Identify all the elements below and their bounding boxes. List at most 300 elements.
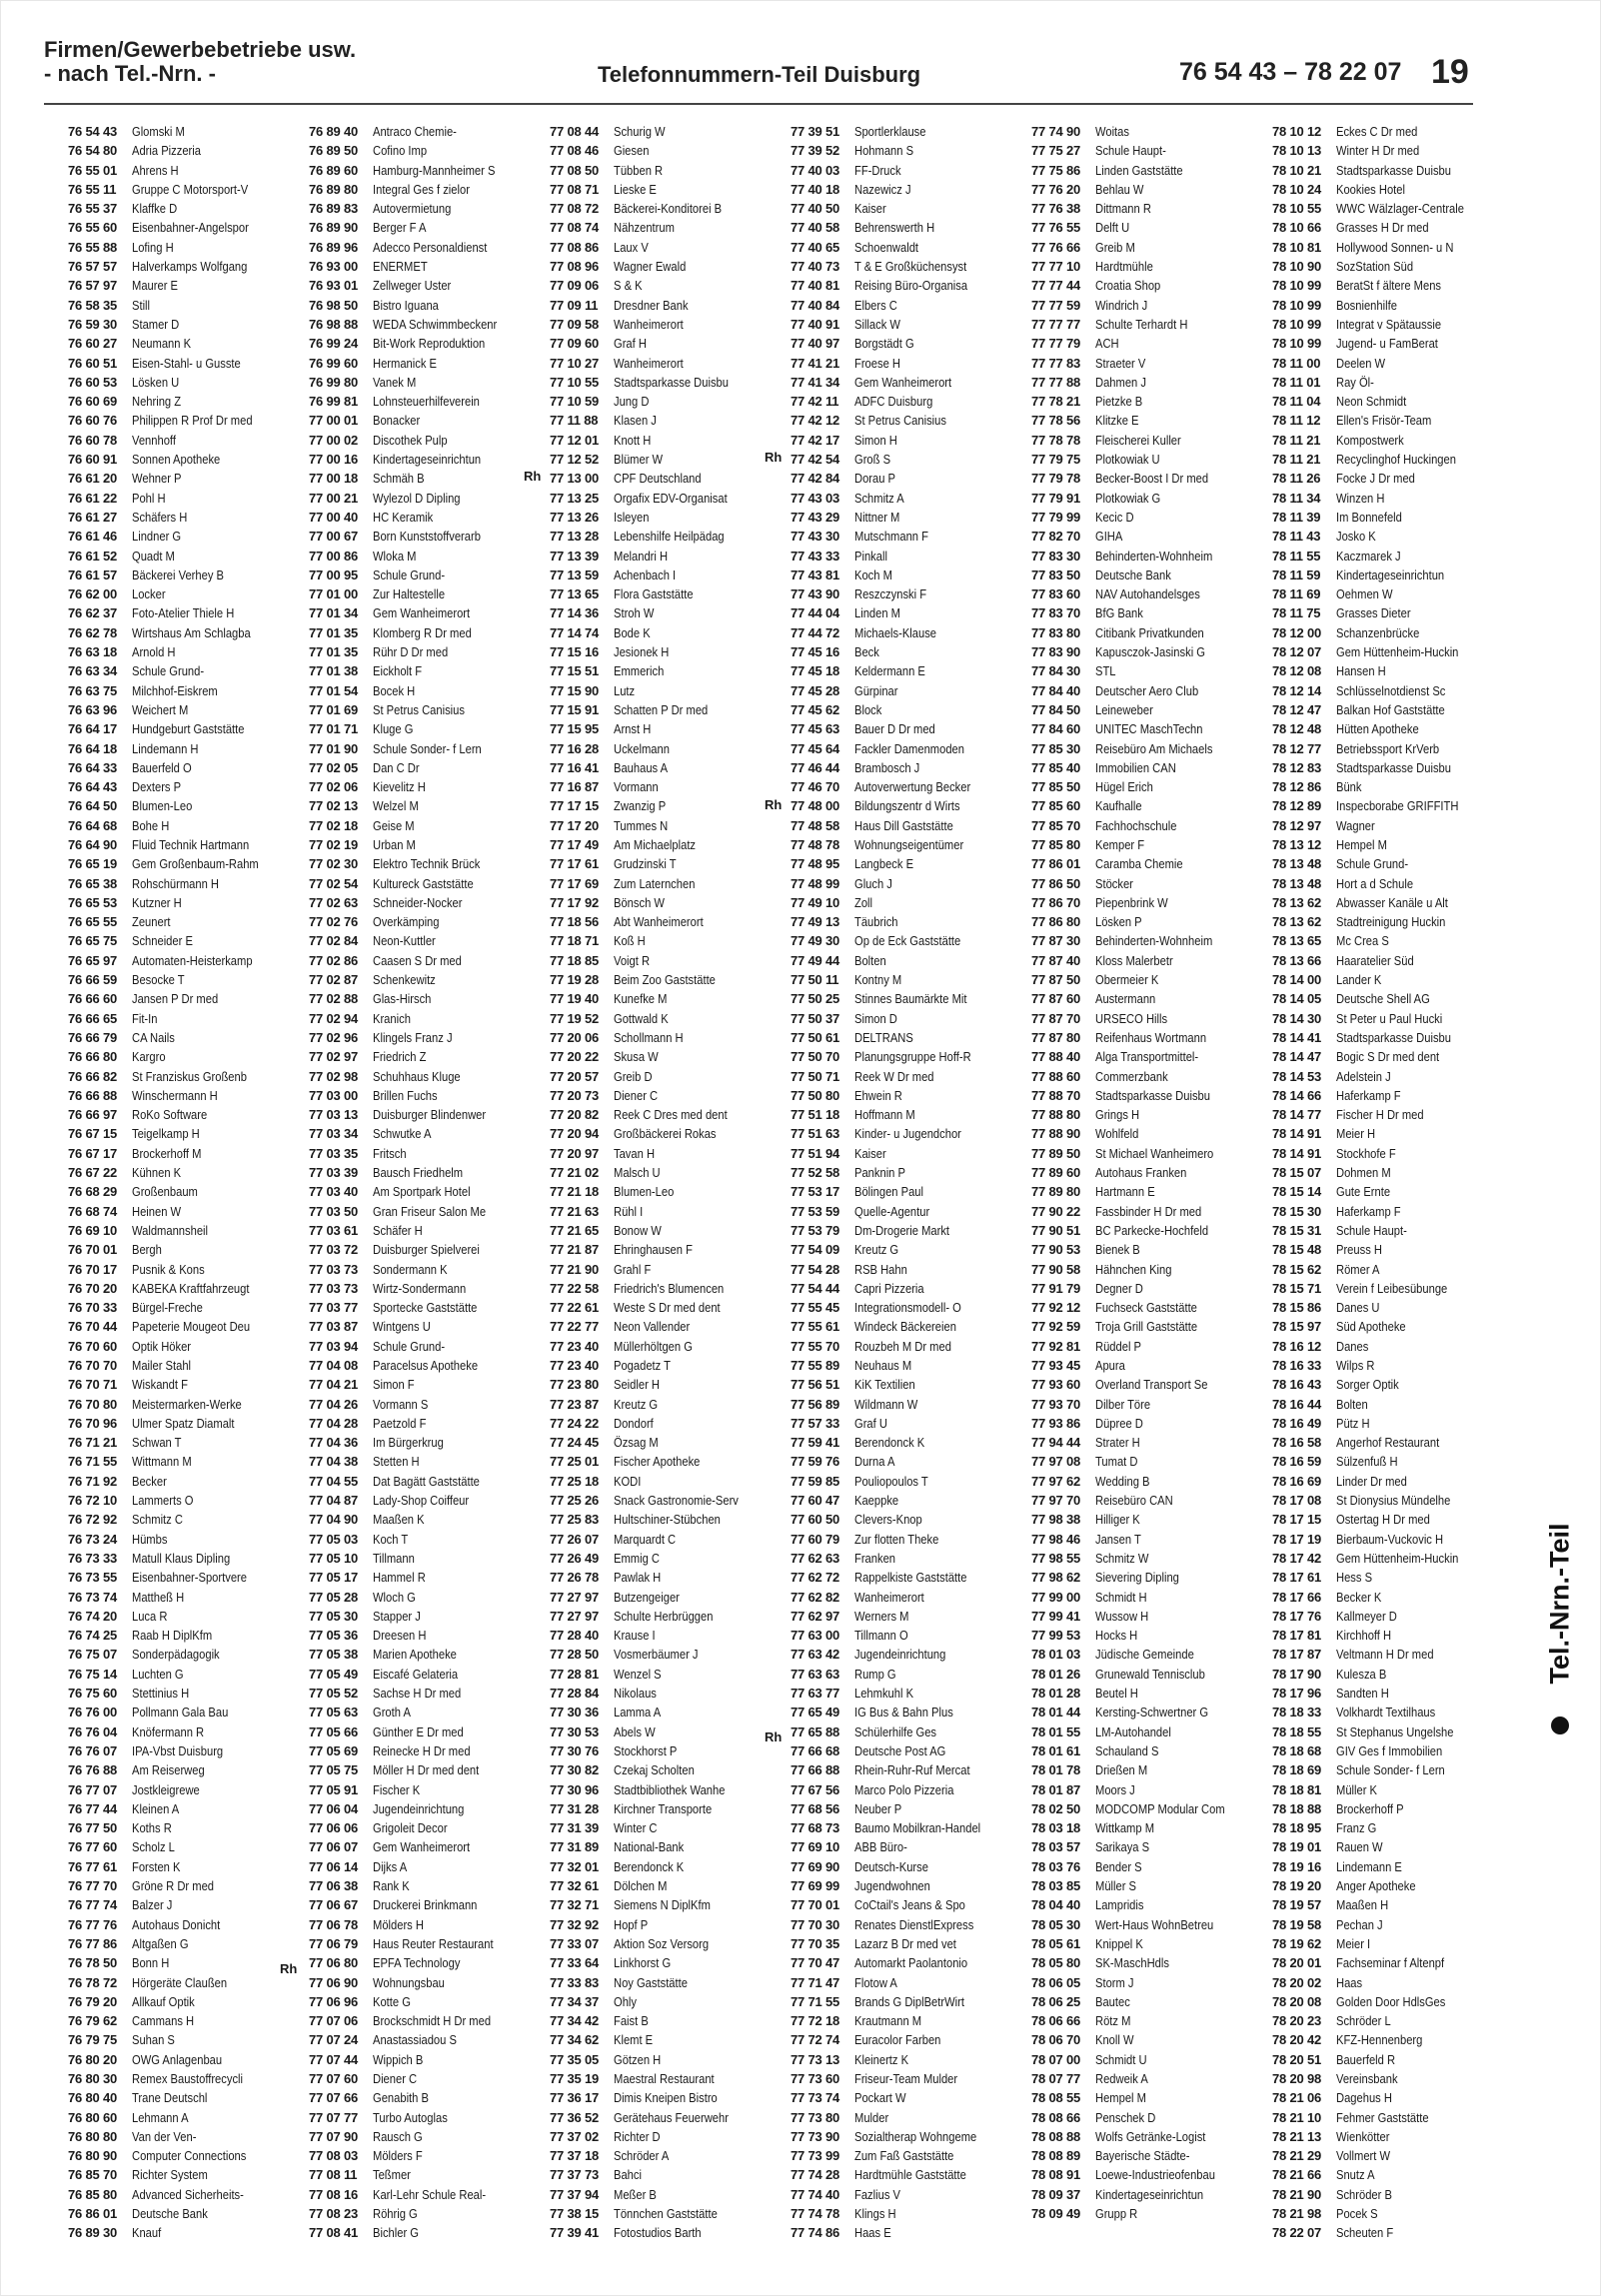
directory-entry bbox=[68, 1375, 304, 1394]
business-name: Automarkt Paolantonio bbox=[854, 1955, 968, 1971]
business-name: Gottwald K bbox=[614, 1010, 669, 1026]
rh-marker: Rh bbox=[765, 1729, 783, 1744]
phone-number: 76 65 53 bbox=[68, 894, 118, 910]
business-name: Obermeier K bbox=[1095, 972, 1159, 988]
phone-number: 77 83 30 bbox=[1031, 548, 1081, 564]
directory-entry bbox=[1031, 584, 1267, 603]
business-name: Sozialtherap Wohngeme bbox=[854, 2128, 977, 2144]
phone-number: 78 17 90 bbox=[1272, 1666, 1322, 1682]
phone-number: 77 34 42 bbox=[550, 2013, 600, 2029]
business-name: Hümbs bbox=[132, 1531, 168, 1547]
phone-number: 76 54 80 bbox=[68, 143, 118, 159]
directory-entry bbox=[791, 1799, 1026, 1818]
phone-number: 77 05 63 bbox=[309, 1705, 359, 1721]
business-name: Foto-Atelier Thiele H bbox=[132, 605, 235, 621]
directory-entry bbox=[309, 1260, 545, 1279]
phone-number: 77 06 14 bbox=[309, 1858, 359, 1874]
phone-number: 77 01 54 bbox=[309, 682, 359, 698]
directory-entry bbox=[550, 1799, 786, 1818]
business-name: Brockschmidt H Dr med bbox=[373, 2013, 492, 2029]
business-name: Greib M bbox=[1095, 239, 1135, 255]
phone-number: 76 61 52 bbox=[68, 548, 118, 564]
phone-number: 76 70 70 bbox=[68, 1358, 118, 1373]
phone-number: 77 00 86 bbox=[309, 548, 359, 564]
business-name: Wintgens U bbox=[373, 1319, 431, 1335]
directory-entry bbox=[791, 141, 1026, 160]
directory-entry bbox=[1272, 276, 1508, 295]
directory-entry bbox=[309, 1973, 545, 1992]
phone-number: 77 85 70 bbox=[1031, 817, 1081, 833]
phone-number: 78 18 33 bbox=[1272, 1705, 1322, 1721]
directory-entry bbox=[1272, 1992, 1508, 2011]
directory-entry bbox=[309, 1086, 545, 1105]
directory-entry bbox=[550, 970, 786, 989]
business-name: Stetten H bbox=[373, 1454, 420, 1470]
directory-entry bbox=[309, 1105, 545, 1124]
phone-number: 78 14 41 bbox=[1272, 1029, 1322, 1045]
business-name: Neon Vallender bbox=[614, 1319, 691, 1335]
directory-entry bbox=[550, 527, 786, 546]
business-name: Inspecborabe GRIFFITH bbox=[1336, 798, 1459, 814]
directory-entry bbox=[68, 1202, 304, 1221]
directory-entry bbox=[68, 1953, 304, 1972]
phone-number: 76 80 20 bbox=[68, 2051, 118, 2067]
phone-number: 77 06 90 bbox=[309, 1974, 359, 1990]
business-name: Sondermann K bbox=[373, 1261, 448, 1277]
phone-number: 77 22 77 bbox=[550, 1319, 600, 1335]
phone-number: 77 30 82 bbox=[550, 1762, 600, 1778]
directory-entry bbox=[309, 238, 545, 257]
business-name: Angerhof Restaurant bbox=[1336, 1435, 1440, 1451]
phone-number: 77 69 90 bbox=[791, 1858, 840, 1874]
phone-number: 77 69 99 bbox=[791, 1878, 840, 1894]
directory-entry bbox=[1272, 1722, 1508, 1741]
phone-number: 77 84 40 bbox=[1031, 682, 1081, 698]
directory-entry bbox=[550, 1047, 786, 1066]
phone-number: 77 03 73 bbox=[309, 1280, 359, 1296]
phone-number: 78 14 00 bbox=[1272, 972, 1322, 988]
phone-number: 77 40 65 bbox=[791, 239, 840, 255]
phone-number: 77 63 63 bbox=[791, 1666, 840, 1682]
phone-number: 77 78 78 bbox=[1031, 432, 1081, 448]
business-name: Wloch G bbox=[373, 1589, 416, 1605]
directory-entry bbox=[68, 2050, 304, 2069]
phone-number: 76 77 07 bbox=[68, 1781, 118, 1797]
business-name: Froese H bbox=[854, 355, 900, 371]
directory-entry bbox=[68, 354, 304, 373]
phone-number: 76 75 14 bbox=[68, 1666, 118, 1682]
phone-number: 78 11 12 bbox=[1272, 413, 1321, 429]
business-name: Groß S bbox=[854, 452, 891, 468]
phone-number: 78 10 12 bbox=[1272, 124, 1322, 139]
business-name: Meistermarken-Werke bbox=[132, 1396, 242, 1412]
business-name: Block bbox=[854, 701, 882, 717]
directory-entry bbox=[68, 989, 304, 1008]
directory-entry bbox=[550, 2069, 786, 2088]
phone-number: 78 18 88 bbox=[1272, 1800, 1322, 1816]
directory-entry bbox=[1031, 1067, 1267, 1086]
directory-entry bbox=[309, 257, 545, 276]
directory-entry bbox=[550, 1818, 786, 1837]
business-name: Ostertag H Dr med bbox=[1336, 1512, 1430, 1528]
phone-number: 77 70 30 bbox=[791, 1916, 840, 1932]
phone-number: 76 58 35 bbox=[68, 297, 118, 313]
directory-entry bbox=[309, 1356, 545, 1375]
directory-entry bbox=[1031, 1607, 1267, 1626]
phone-number: 77 15 16 bbox=[550, 644, 600, 660]
directory-entry bbox=[1031, 739, 1267, 758]
directory-entry bbox=[309, 1452, 545, 1471]
business-name: Kontny M bbox=[854, 972, 902, 988]
directory-entry bbox=[68, 1279, 304, 1298]
business-name: Schulte Terhardt H bbox=[1095, 316, 1188, 332]
business-name: Franken bbox=[854, 1550, 896, 1566]
phone-number: 78 11 01 bbox=[1272, 374, 1321, 390]
phone-number: 77 98 38 bbox=[1031, 1512, 1081, 1528]
directory-entry bbox=[791, 1876, 1026, 1895]
directory-entry bbox=[791, 161, 1026, 180]
phone-number: 76 60 78 bbox=[68, 432, 118, 448]
directory-entry bbox=[1272, 334, 1508, 353]
phone-number: 77 66 68 bbox=[791, 1742, 840, 1758]
phone-number: 77 70 35 bbox=[791, 1935, 840, 1951]
directory-entry bbox=[68, 180, 304, 199]
business-name: Behinderten-Wohnheim bbox=[1095, 933, 1213, 949]
phone-number: 77 13 65 bbox=[550, 586, 600, 602]
directory-entry bbox=[1031, 1684, 1267, 1703]
directory-entry bbox=[1272, 2204, 1508, 2223]
directory-entry bbox=[1031, 141, 1267, 160]
business-name: Neumann K bbox=[132, 336, 192, 352]
phone-number: 78 14 77 bbox=[1272, 1107, 1322, 1123]
directory-entry bbox=[791, 218, 1026, 237]
business-name: Krause I bbox=[614, 1628, 656, 1644]
business-name: KABEKA Kraftfahrzeugt bbox=[132, 1280, 250, 1296]
business-name: Neuber P bbox=[854, 1800, 902, 1816]
phone-number: 77 31 39 bbox=[550, 1820, 600, 1836]
business-name: Kaczmarek J bbox=[1336, 548, 1401, 564]
business-name: Römer A bbox=[1336, 1261, 1380, 1277]
directory-entry bbox=[309, 527, 545, 546]
directory-entry bbox=[309, 1837, 545, 1856]
phone-number: 76 99 81 bbox=[309, 394, 359, 410]
directory-entry bbox=[1031, 970, 1267, 989]
phone-number: 76 72 92 bbox=[68, 1512, 118, 1528]
directory-entry bbox=[1272, 1240, 1508, 1259]
business-name: Kleinertz K bbox=[854, 2051, 909, 2067]
directory-entry bbox=[550, 1953, 786, 1972]
phone-number: 77 21 63 bbox=[550, 1203, 600, 1219]
business-name: Keldermann E bbox=[854, 663, 925, 679]
directory-entry bbox=[791, 257, 1026, 276]
directory-entry bbox=[1031, 796, 1267, 815]
business-name: Trane Deutschl bbox=[132, 2090, 208, 2106]
directory-entry bbox=[1272, 315, 1508, 334]
business-name: Fluid Technik Hartmann bbox=[132, 836, 250, 852]
business-name: Wiskandt F bbox=[132, 1377, 188, 1393]
directory-entry bbox=[1031, 547, 1267, 566]
directory-entry bbox=[1272, 1818, 1508, 1837]
business-name: Stadtsparkasse Duisbu bbox=[1336, 759, 1451, 775]
phone-number: 76 85 80 bbox=[68, 2186, 118, 2202]
business-name: Simon D bbox=[854, 1010, 897, 1026]
business-name: Richter D bbox=[614, 2128, 661, 2144]
business-name: Schatten P Dr med bbox=[614, 701, 709, 717]
business-name: Schäfers H bbox=[132, 509, 188, 525]
business-name: Kranich bbox=[373, 1010, 411, 1026]
directory-entry bbox=[1031, 1895, 1267, 1914]
business-name: Quelle-Agentur bbox=[854, 1203, 930, 1219]
phone-number: 77 53 79 bbox=[791, 1222, 840, 1238]
business-name: Achenbach I bbox=[614, 567, 677, 582]
phone-number: 77 34 62 bbox=[550, 2032, 600, 2048]
directory-entry bbox=[1272, 623, 1508, 642]
directory-entry bbox=[309, 681, 545, 700]
business-name: Wildmann W bbox=[854, 1396, 918, 1412]
directory-entry bbox=[1272, 1607, 1508, 1626]
directory-entry bbox=[1031, 1163, 1267, 1182]
directory-entry bbox=[68, 854, 304, 873]
business-name: Gran Friseur Salon Me bbox=[373, 1203, 487, 1219]
directory-entry bbox=[68, 584, 304, 603]
phone-number: 77 01 69 bbox=[309, 701, 359, 717]
directory-entry bbox=[791, 2223, 1026, 2242]
directory-entry bbox=[68, 1665, 304, 1684]
phone-number: 76 98 50 bbox=[309, 297, 359, 313]
business-name: Melandri H bbox=[614, 548, 669, 564]
phone-number: 77 02 98 bbox=[309, 1068, 359, 1084]
business-name: Meier I bbox=[1336, 1935, 1371, 1951]
directory-entry bbox=[550, 296, 786, 315]
directory-entry bbox=[1031, 2185, 1267, 2204]
business-name: Bonacker bbox=[373, 413, 421, 429]
directory-entry bbox=[791, 315, 1026, 334]
directory-entry bbox=[309, 816, 545, 835]
business-name: Koch T bbox=[373, 1531, 409, 1547]
business-name: Lehmkuhl K bbox=[854, 1686, 914, 1702]
phone-number: 77 76 66 bbox=[1031, 239, 1081, 255]
phone-number: 78 11 69 bbox=[1272, 586, 1321, 602]
directory-entry bbox=[68, 1549, 304, 1568]
business-name: Gute Ernte bbox=[1336, 1184, 1391, 1200]
phone-number: 77 23 87 bbox=[550, 1396, 600, 1412]
business-name: Gem Wanheimerort bbox=[854, 374, 952, 390]
business-name: SozStation Süd bbox=[1336, 259, 1414, 275]
phone-number: 76 60 27 bbox=[68, 336, 118, 352]
directory-entry bbox=[309, 1645, 545, 1664]
directory-column bbox=[791, 122, 1026, 2243]
business-name: Schenkewitz bbox=[373, 972, 436, 988]
phone-number: 78 16 49 bbox=[1272, 1415, 1322, 1431]
phone-number: 78 05 61 bbox=[1031, 1935, 1081, 1951]
business-name: Kallmeyer D bbox=[1336, 1608, 1397, 1624]
directory-entry bbox=[550, 1760, 786, 1779]
phone-number: 77 20 22 bbox=[550, 1049, 600, 1065]
business-name: Klasen J bbox=[614, 413, 657, 429]
directory-entry bbox=[550, 1491, 786, 1510]
directory-entry bbox=[791, 1163, 1026, 1182]
directory-entry bbox=[1031, 1144, 1267, 1163]
directory-entry bbox=[550, 1086, 786, 1105]
business-name: Leineweber bbox=[1095, 701, 1153, 717]
phone-number: 77 48 99 bbox=[791, 875, 840, 891]
directory-entry bbox=[550, 1009, 786, 1028]
directory-entry bbox=[1031, 1472, 1267, 1491]
directory-entry bbox=[309, 1818, 545, 1837]
phone-number: 77 00 67 bbox=[309, 529, 359, 545]
directory-entry bbox=[1031, 1510, 1267, 1529]
phone-number: 78 03 18 bbox=[1031, 1820, 1081, 1836]
business-name: Kunefke M bbox=[614, 991, 668, 1007]
business-name: Diener C bbox=[614, 1087, 659, 1103]
directory-entry bbox=[68, 1028, 304, 1047]
phone-number: 77 02 97 bbox=[309, 1049, 359, 1065]
business-name: Brands G DiplBetrWirt bbox=[854, 1993, 964, 2009]
phone-number: 77 03 73 bbox=[309, 1261, 359, 1277]
business-name: Waldmannsheil bbox=[132, 1222, 209, 1238]
business-name: Hartmann E bbox=[1095, 1184, 1155, 1200]
business-name: Stadtsparkasse Duisbu bbox=[1095, 1087, 1210, 1103]
business-name: Rüddel P bbox=[1095, 1338, 1141, 1354]
phone-number: 77 17 20 bbox=[550, 817, 600, 833]
phone-number: 76 78 50 bbox=[68, 1955, 118, 1971]
phone-number: 77 70 47 bbox=[791, 1955, 840, 1971]
directory-entry bbox=[791, 951, 1026, 970]
phone-number: 76 73 33 bbox=[68, 1550, 118, 1566]
phone-number: 77 09 60 bbox=[550, 336, 600, 352]
business-name: Karl-Lehr Schule Real- bbox=[373, 2186, 487, 2202]
phone-number: 76 79 75 bbox=[68, 2032, 118, 2048]
business-name: Deutsche Bank bbox=[132, 2206, 208, 2222]
business-name: Elbers C bbox=[854, 297, 897, 313]
business-name: Schanzenbrücke bbox=[1336, 624, 1420, 640]
phone-number: 77 37 02 bbox=[550, 2128, 600, 2144]
business-name: Apura bbox=[1095, 1358, 1125, 1373]
directory-entry bbox=[550, 2146, 786, 2165]
phone-number: 76 89 30 bbox=[68, 2225, 118, 2241]
business-name: Genabith B bbox=[373, 2090, 429, 2106]
phone-number: 76 70 17 bbox=[68, 1261, 118, 1277]
business-name: Moors J bbox=[1095, 1781, 1135, 1797]
business-name: UNITEC MaschTechn bbox=[1095, 721, 1203, 737]
business-name: Marien Apotheke bbox=[373, 1647, 457, 1663]
business-name: DELTRANS bbox=[854, 1029, 913, 1045]
business-name: Bildungszentr d Wirts bbox=[854, 798, 960, 814]
business-name: Snack Gastronomie-Serv bbox=[614, 1493, 739, 1509]
directory-entry bbox=[309, 2011, 545, 2030]
business-name: Bausch Friedhelm bbox=[373, 1165, 464, 1181]
business-name: Pusnik & Kons bbox=[132, 1261, 205, 1277]
business-name: Lazarz B Dr med vet bbox=[854, 1935, 956, 1951]
business-name: Schröder A bbox=[614, 2148, 670, 2164]
directory-entry bbox=[791, 1665, 1026, 1684]
directory-entry bbox=[1272, 1934, 1508, 1953]
business-name: Kompostwerk bbox=[1336, 432, 1404, 448]
phone-number: 77 07 24 bbox=[309, 2032, 359, 2048]
phone-number: 77 97 62 bbox=[1031, 1473, 1081, 1489]
directory-entry bbox=[1031, 2127, 1267, 2146]
business-name: Integrationsmodell- O bbox=[854, 1300, 961, 1316]
directory-entry bbox=[550, 1549, 786, 1568]
phone-number: 77 33 07 bbox=[550, 1935, 600, 1951]
directory-entry bbox=[550, 1124, 786, 1143]
phone-number: 77 26 78 bbox=[550, 1570, 600, 1586]
directory-entry bbox=[550, 1240, 786, 1259]
phone-number: 78 10 13 bbox=[1272, 143, 1322, 159]
business-name: BeratSt f ältere Mens bbox=[1336, 278, 1442, 294]
directory-entry bbox=[791, 1279, 1026, 1298]
phone-number: 77 79 75 bbox=[1031, 452, 1081, 468]
directory-entry bbox=[1272, 469, 1508, 488]
phone-number: 77 79 99 bbox=[1031, 509, 1081, 525]
phone-number: 76 66 65 bbox=[68, 1010, 118, 1026]
directory-entry bbox=[1031, 1028, 1267, 1047]
directory-entry bbox=[309, 1799, 545, 1818]
phone-number: 77 85 40 bbox=[1031, 759, 1081, 775]
business-name: Klaffke D bbox=[132, 201, 178, 217]
phone-number: 77 75 86 bbox=[1031, 162, 1081, 178]
phone-number: 76 77 50 bbox=[68, 1820, 118, 1836]
phone-number: 77 85 30 bbox=[1031, 740, 1081, 756]
business-name: Recyclinghof Huckingen bbox=[1336, 452, 1456, 468]
business-name: Schoenwaldt bbox=[854, 239, 919, 255]
directory-entry bbox=[309, 1317, 545, 1336]
business-name: Eckes C Dr med bbox=[1336, 124, 1418, 139]
phone-number: 77 23 40 bbox=[550, 1358, 600, 1373]
directory-entry bbox=[1031, 1626, 1267, 1645]
phone-number: 77 40 81 bbox=[791, 278, 840, 294]
directory-entry bbox=[309, 1375, 545, 1394]
directory-entry bbox=[550, 1395, 786, 1414]
directory-entry bbox=[1031, 893, 1267, 912]
business-name: Bautec bbox=[1095, 1993, 1130, 2009]
business-name: Dahmen J bbox=[1095, 374, 1146, 390]
directory-entry bbox=[791, 1530, 1026, 1549]
directory-entry bbox=[309, 2050, 545, 2069]
phone-number: 78 08 66 bbox=[1031, 2109, 1081, 2125]
directory-entry bbox=[791, 700, 1026, 719]
directory-entry bbox=[791, 276, 1026, 295]
business-name: Deutscher Aero Club bbox=[1095, 682, 1199, 698]
phone-number: 77 43 30 bbox=[791, 529, 840, 545]
phone-number: 76 76 00 bbox=[68, 1705, 118, 1721]
directory-entry bbox=[550, 1684, 786, 1703]
directory-entry bbox=[550, 1588, 786, 1607]
phone-number: 78 01 28 bbox=[1031, 1686, 1081, 1702]
phone-number: 77 21 02 bbox=[550, 1165, 600, 1181]
phone-number: 77 04 38 bbox=[309, 1454, 359, 1470]
phone-number: 78 16 33 bbox=[1272, 1358, 1322, 1373]
directory-entry bbox=[1031, 1934, 1267, 1953]
phone-number: 78 20 08 bbox=[1272, 1993, 1322, 2009]
phone-number: 76 89 40 bbox=[309, 124, 359, 139]
directory-entry bbox=[68, 777, 304, 796]
business-name: Pechan J bbox=[1336, 1916, 1383, 1932]
business-name: Still bbox=[132, 297, 151, 313]
phone-number: 76 70 33 bbox=[68, 1300, 118, 1316]
business-name: Anastassiadou S bbox=[373, 2032, 457, 2048]
phone-number: 77 73 80 bbox=[791, 2109, 840, 2125]
directory-entry bbox=[68, 2030, 304, 2049]
business-name: Teigelkamp H bbox=[132, 1126, 200, 1142]
directory-entry bbox=[309, 1607, 545, 1626]
directory-entry bbox=[1031, 1953, 1267, 1972]
directory-entry bbox=[1272, 1433, 1508, 1452]
phone-number: 77 43 33 bbox=[791, 548, 840, 564]
directory-entry bbox=[791, 2165, 1026, 2184]
phone-number: 77 77 79 bbox=[1031, 336, 1081, 352]
phone-number: 77 21 87 bbox=[550, 1242, 600, 1258]
